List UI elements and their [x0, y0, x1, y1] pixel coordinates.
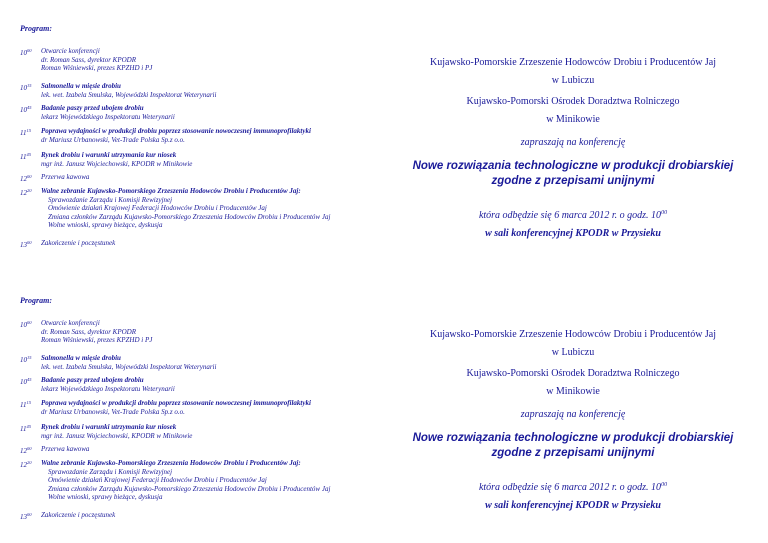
program-item-detail: Omówienie działań Krajowej Federacji Hodowców Drobiu i Producentów Jaj — [48, 204, 267, 212]
program-time-hour: 13 — [20, 513, 27, 521]
program-time-hour: 12 — [20, 189, 27, 197]
program-time-hour: 12 — [20, 175, 27, 183]
program-time — [20, 239, 42, 250]
program-time-hour: 11 — [20, 153, 27, 161]
program-time-hour: 11 — [20, 425, 27, 433]
org1-location: w Lubiczu — [551, 347, 595, 358]
program-item-title: Salmonella w mięsie drobiu — [41, 354, 121, 362]
program-item-detail: Wolne wnioski, sprawy bieżące, dyskusja — [48, 221, 163, 229]
org1-name: Kujawsko-Pomorskie Zrzeszenie Hodowców Drobiu i Producentów Jaj — [429, 329, 717, 340]
venue-line: w sali konferencyjnej KPODR w Przysieku — [485, 228, 661, 239]
program-item-body — [41, 239, 390, 248]
program-item-body — [41, 127, 390, 144]
program-item-body — [41, 82, 390, 99]
program-item-detail: Zmiana członków Zarządu Kujawsko-Pomorskiego Zrzeszenia Hodowców Drobiu i Producentów Jaj — [48, 484, 331, 493]
program-time-hour: 13 — [20, 241, 27, 249]
program-item-detail: Zmiana członków Zarządu Kujawsko-Pomorskiego Zrzeszenia Hodowców Drobiu i Producentów Jaj — [48, 212, 331, 221]
conference-title-line1: Nowe rozwiązania technologiczne w produkcji drobiarskiej — [412, 432, 734, 444]
program-time-minutes: 00 — [27, 320, 32, 325]
program-item-detail: dr. Roman Sass, dyrektor KPODR — [41, 55, 137, 64]
conference-title-line2: zgodne z przepisami unijnymi — [491, 175, 655, 187]
program-item-body — [41, 354, 390, 371]
date-text: która odbędzie się 6 marca 2012 r. o godz. 10 — [478, 482, 662, 493]
program-time-hour: 10 — [20, 321, 27, 329]
date-sup: 00 — [661, 482, 668, 488]
program-item-body — [41, 399, 390, 416]
program-time-hour: 10 — [20, 356, 27, 364]
program-time-minutes: 00 — [27, 446, 32, 451]
program-item-detail: dr. Roman Sass, dyrektor KPODR — [41, 327, 137, 336]
program-item-detail: dr Mariusz Urbanowski, Vet-Trade Polska Sp.z o.o. — [41, 135, 185, 144]
program-item-detail: Wolne wnioski, sprawy bieżące, dyskusja — [48, 493, 163, 501]
program-time-minutes: 15 — [26, 128, 31, 133]
program-item-detail: Roman Wiśniewski, prezes KPZHD i PJ — [41, 336, 153, 344]
date-sup: 00 — [661, 210, 668, 216]
program-item-detail: Roman Wiśniewski, prezes KPZHD i PJ — [41, 64, 153, 72]
invitation-copy-top — [0, 0, 768, 271]
conference-title — [395, 159, 751, 189]
program-item-body — [41, 151, 390, 168]
program-time — [20, 445, 42, 456]
conference-title — [395, 431, 751, 461]
invite-text: zapraszają na konferencję — [520, 409, 626, 420]
program-time — [20, 127, 42, 138]
program-time — [20, 511, 42, 522]
program-item-title: Badanie paszy przed ubojem drobiu — [41, 104, 144, 112]
program-item-title: Przerwa kawowa — [41, 445, 90, 453]
program-time-minutes: 20 — [27, 460, 32, 465]
program-item-detail: lekarz Wojewódzkiego Inspektoratu Weterynarii — [41, 384, 175, 393]
program-item-title: Przerwa kawowa — [41, 173, 90, 181]
program-item-body — [41, 187, 390, 230]
invite-text: zapraszają na konferencję — [520, 137, 626, 148]
program-item-body — [41, 376, 390, 393]
program-time-hour: 12 — [20, 461, 27, 469]
program-time — [20, 173, 42, 184]
program-time-hour: 10 — [20, 106, 27, 114]
program-item-title: Zakończenie i poczęstunek — [41, 239, 116, 247]
program-item-body — [41, 47, 390, 73]
program-title: Program: — [20, 296, 52, 305]
venue-line: w sali konferencyjnej KPODR w Przysieku — [485, 500, 661, 511]
program-time-minutes: 20 — [27, 188, 32, 193]
program-item-title: Poprawa wydajności w produkcji drobiu poprzez stosowanie nowoczesnej immunoprofilaktyki — [41, 399, 311, 407]
program-item-title: Rynek drobiu i warunki utrzymania kur niosek — [41, 423, 177, 431]
program-time — [20, 423, 42, 434]
program-time — [20, 319, 42, 330]
program-item-title: Walne zebranie Kujawsko-Pomorskiego Zrzeszenia Hodowców Drobiu i Producentów Jaj: — [41, 187, 301, 195]
invitation-copy-bottom — [0, 272, 768, 543]
program-item-body — [41, 511, 390, 520]
program-item-detail: lek. wet. Izabela Smulska, Wojewódzki Inspektorat Weterynarii — [41, 90, 217, 99]
program-item-title: Poprawa wydajności w produkcji drobiu poprzez stosowanie nowoczesnej immunoprofilaktyki — [41, 127, 311, 135]
program-time — [20, 354, 42, 365]
program-item-detail: Omówienie działań Krajowej Federacji Hodowców Drobiu i Producentów Jaj — [48, 476, 267, 484]
program-time-minutes: 45 — [27, 377, 32, 382]
program-item-body — [41, 423, 390, 440]
program-time-hour: 10 — [20, 378, 27, 386]
program-item-title: Otwarcie konferencji — [41, 47, 100, 55]
program-time — [20, 82, 42, 93]
program-title: Program: — [20, 24, 52, 33]
date-text: która odbędzie się 6 marca 2012 r. o godz. 10 — [478, 210, 662, 221]
program-time-minutes: 15 — [26, 400, 31, 405]
program-item-body — [41, 319, 390, 345]
org2-name: Kujawsko-Pomorski Ośrodek Doradztwa Rolniczego — [466, 368, 680, 379]
program-item-title: Rynek drobiu i warunki utrzymania kur niosek — [41, 151, 177, 159]
program-item-detail: dr Mariusz Urbanowski, Vet-Trade Polska Sp.z o.o. — [41, 407, 185, 416]
program-item-title: Badanie paszy przed ubojem drobiu — [41, 376, 144, 384]
program-item-detail: Sprawozdanie Zarządu i Komisji Rewizyjnej — [48, 195, 173, 204]
program-time — [20, 151, 42, 162]
conference-title-line2: zgodne z przepisami unijnymi — [491, 447, 655, 459]
date-line — [395, 210, 751, 221]
program-item-title: Otwarcie konferencji — [41, 319, 100, 327]
program-time-minutes: 45 — [27, 105, 32, 110]
org1-location: w Lubiczu — [551, 75, 595, 86]
program-item-title: Zakończenie i poczęstunek — [41, 511, 116, 519]
program-time-minutes: 15 — [27, 355, 32, 360]
program-time — [20, 187, 42, 198]
program-item-body — [41, 173, 390, 182]
program-time-minutes: 00 — [27, 174, 32, 179]
program-item-body — [41, 445, 390, 454]
program-time-hour: 11 — [20, 129, 27, 137]
program-time-hour: 10 — [20, 49, 27, 57]
program-time-hour: 10 — [20, 84, 27, 92]
program-item-detail: lekarz Wojewódzkiego Inspektoratu Weterynarii — [41, 112, 175, 121]
program-time-hour: 12 — [20, 447, 27, 455]
program-time-minutes: 00 — [27, 512, 32, 517]
conference-title-line1: Nowe rozwiązania technologiczne w produkcji drobiarskiej — [412, 160, 734, 172]
program-time — [20, 459, 42, 470]
program-item-detail: mgr inż. Janusz Wojciechowski, KPODR w Minikowie — [41, 431, 193, 440]
org2-location: w Minikowie — [546, 386, 600, 397]
org2-name: Kujawsko-Pomorski Ośrodek Doradztwa Rolniczego — [466, 96, 680, 107]
program-item-detail: mgr inż. Janusz Wojciechowski, KPODR w Minikowie — [41, 159, 193, 168]
program-time — [20, 399, 42, 410]
program-time-minutes: 00 — [27, 240, 32, 245]
program-item-title: Walne zebranie Kujawsko-Pomorskiego Zrzeszenia Hodowców Drobiu i Producentów Jaj: — [41, 459, 301, 467]
date-line — [395, 482, 751, 493]
org2-location: w Minikowie — [546, 114, 600, 125]
program-time — [20, 104, 42, 115]
program-time — [20, 376, 42, 387]
program-item-detail: Sprawozdanie Zarządu i Komisji Rewizyjnej — [48, 467, 173, 476]
program-time — [20, 47, 42, 58]
program-item-title: Salmonella w mięsie drobiu — [41, 82, 121, 90]
program-time-hour: 11 — [20, 401, 27, 409]
program-item-detail: lek. wet. Izabela Smulska, Wojewódzki Inspektorat Weterynarii — [41, 362, 217, 371]
program-item-body — [41, 104, 390, 121]
program-item-body — [41, 459, 390, 502]
program-time-minutes: 00 — [27, 48, 32, 53]
org1-name: Kujawsko-Pomorskie Zrzeszenie Hodowców Drobiu i Producentów Jaj — [429, 57, 717, 68]
program-time-minutes: 45 — [26, 152, 31, 157]
program-time-minutes: 15 — [27, 83, 32, 88]
program-time-minutes: 45 — [26, 424, 31, 429]
